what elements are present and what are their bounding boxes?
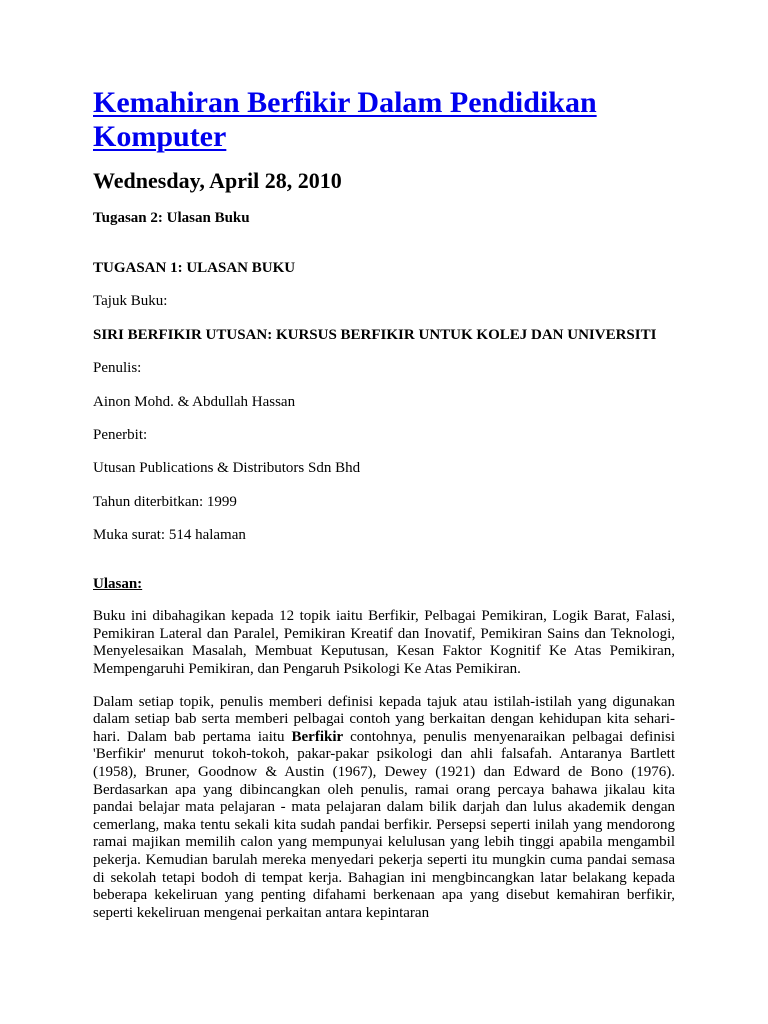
post-date: Wednesday, April 28, 2010 <box>93 168 342 193</box>
review-paragraph-1: Buku ini dibahagikan kepada 12 topik iaitu Berfikir, Pelbagai Pemikiran, Logik Barat, Falasi, Pemikiran Lateral dan Paralel, Pemikiran Kreatif dan Inovatif, Pemikiran Sains dan Teknologi, Menyelesaikan Masalah, Membuat Keputusan, Kesan Faktor Kognitif Ke Atas Pemikiran, Mempengaruhi Pemikiran, dan Pengaruh Psikologi Ke Atas Pemikiran. <box>93 607 675 677</box>
author-name: Ainon Mohd. & Abdullah Hassan <box>93 393 296 410</box>
post-body <box>93 259 675 922</box>
book-title: SIRI BERFIKIR UTUSAN: KURSUS BERFIKIR UNTUK KOLEJ DAN UNIVERSITI <box>93 326 657 343</box>
year-published: Tahun diterbitkan: 1999 <box>93 493 237 510</box>
book-title-label: Tajuk Buku: <box>93 293 168 310</box>
author-label: Penulis: <box>93 360 142 377</box>
paragraph-2-text-after: contohnya, penulis menyenaraikan pelbagai definisi 'Berfikir' menurut tokoh-tokoh, pakar-pakar psikologi dan ahli falsafah. Antaranya Bartlett (1958), Bruner, Goodnow & Austin (1967), Dewey (1921) dan Edward de Bono (1976). Berdasarkan apa yang dibincangkan oleh penulis, ramai orang percaya bahawa jikalau kita pandai belajar mata pelajaran - mata pelajaran dalam bilik darjah dan lulus akademik dengan cemerlang, maka tentu sekali kita sudah pandai berfikir. Persepsi seperti inilah yang mendorong ramai majikan memilih calon yang mempunyai kelulusan yang lebih tinggi apabila mengambil pekerja. Kemudian barulah mereka menyedari pekerja seperti itu mungkin cuma pandai semasa di sekolah tetapi bodoh di tempat kerja. Bahagian ini mengbincangkan latar belakang kepada beberapa kekeliruan yang penting difahami berkenaan apa yang disebut kemahiran berfikir, seperti kekeliruan mengenai perkaitan antara kepintaran <box>93 728 675 921</box>
paragraph-2-text-before: Dalam setiap topik, penulis memberi definisi kepada tajuk atau istilah-istilah yang digunakan dalam setiap bab serta memberi pelbagai contoh yang berkaitan dengan kehidupan kita sehari-hari. Dalam bab pertama iaitu <box>93 693 675 745</box>
review-heading <box>93 575 675 593</box>
assignment-heading: TUGASAN 1: ULASAN BUKU <box>93 260 296 276</box>
blog-title <box>93 86 675 154</box>
post-title: Tugasan 2: Ulasan Buku <box>93 210 250 226</box>
document-page <box>93 86 675 938</box>
paragraph-2-bold-term: Berfikir <box>291 728 344 745</box>
page-count: Muka surat: 514 halaman <box>93 527 246 544</box>
publisher-name: Utusan Publications & Distributors Sdn Bhd <box>93 460 361 477</box>
blog-title-link[interactable]: Kemahiran Berfikir Dalam Pendidikan Komputer <box>93 86 597 153</box>
publisher-label: Penerbit: <box>93 426 148 443</box>
spacer <box>93 560 675 575</box>
review-paragraph-2 <box>93 694 675 923</box>
review-label: Ulasan: <box>93 575 143 592</box>
